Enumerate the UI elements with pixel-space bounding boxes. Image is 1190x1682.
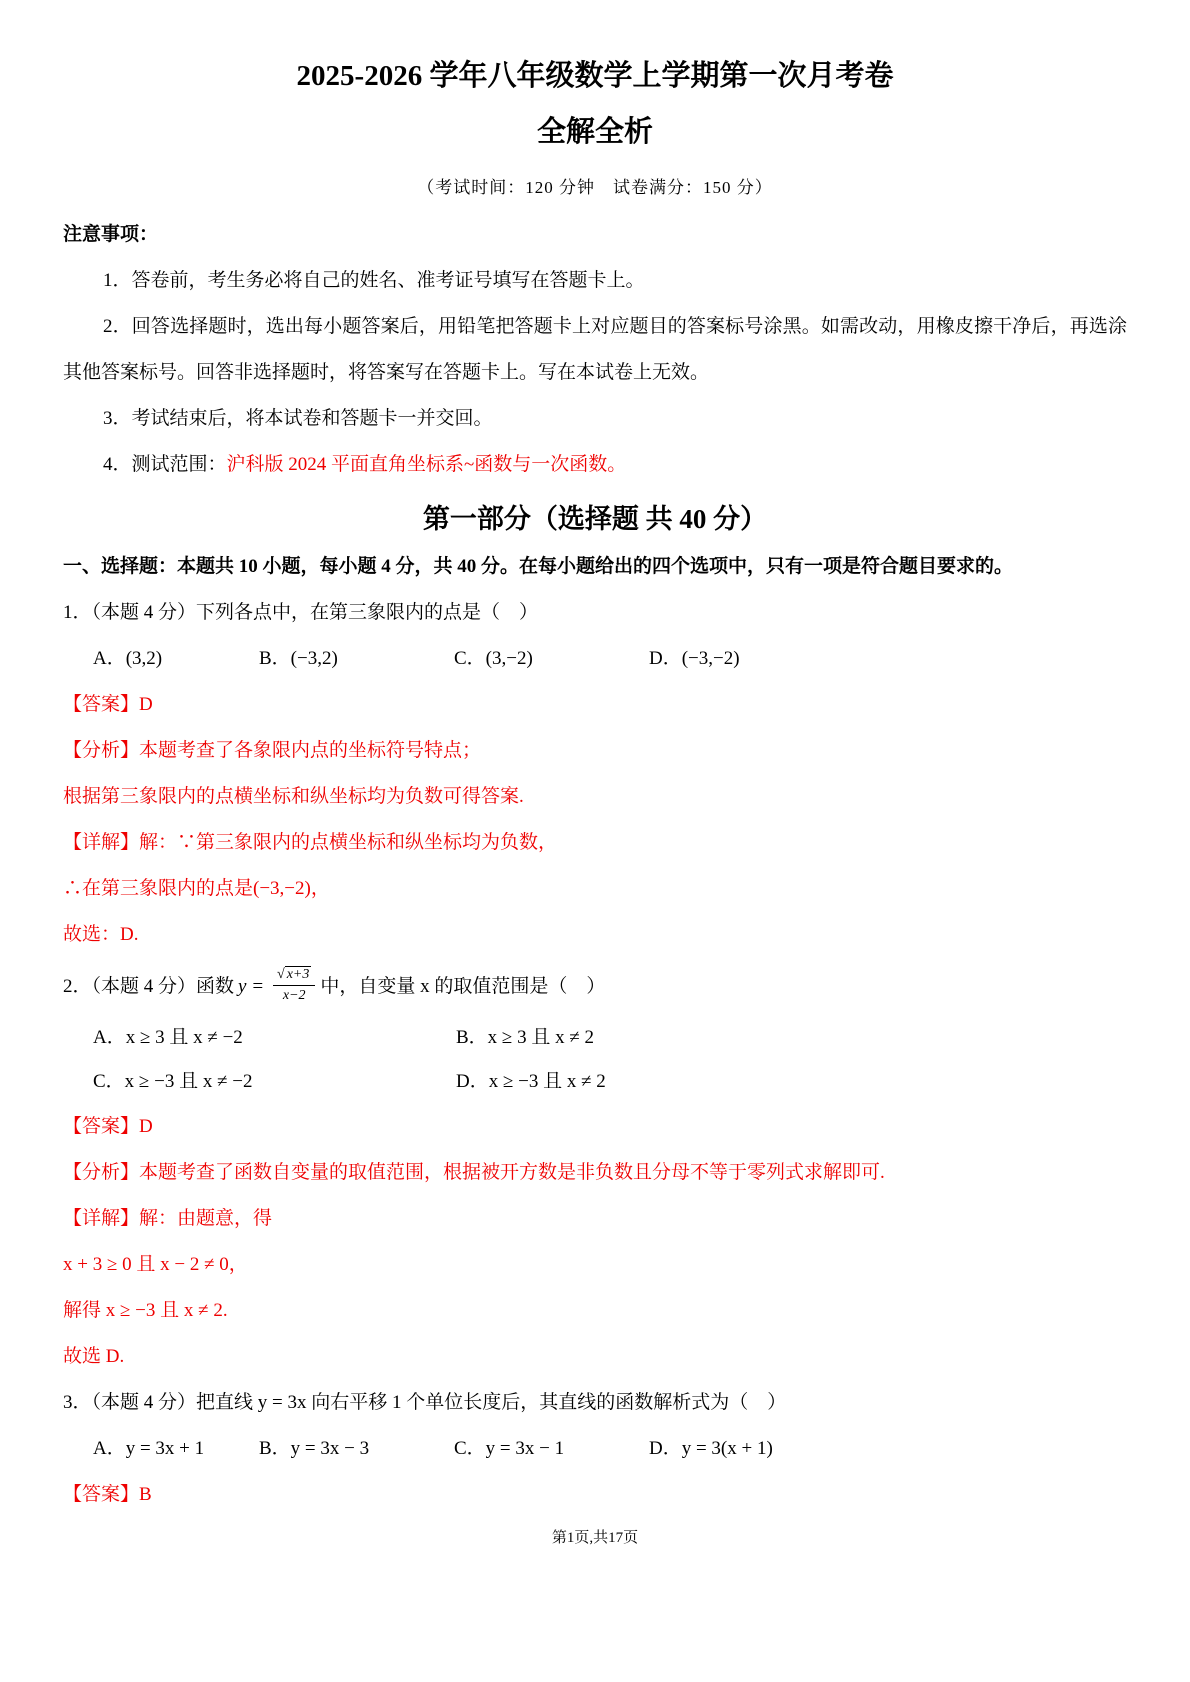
q1-analysis-line-1: 【分析】本题考查了各象限内点的坐标符号特点； bbox=[63, 739, 482, 761]
q1-stem: 1．（本题 4 分）下列各点中，在第三象限内的点是（ ） bbox=[63, 601, 539, 623]
q1-detail-line-2: ∴在第三象限内的点是(−3,−2)， bbox=[63, 877, 330, 899]
q2-fraction bbox=[273, 966, 315, 1004]
q3-options bbox=[63, 1426, 1127, 1472]
notice-item-4 bbox=[63, 442, 1127, 488]
q1-option-d: D．(−3,−2) bbox=[649, 647, 740, 669]
section1-heading: 第一部分（选择题 共 40 分） bbox=[422, 503, 768, 534]
q1-option-a: A．(3,2) bbox=[93, 647, 163, 669]
section1-intro: 一、选择题：本题共 10 小题，每小题 4 分，共 40 分。在每小题给出的四个选项中，只有一项是符合题目要求的。 bbox=[63, 555, 1014, 577]
notice-item-2: 2．回答选择题时，选出每小题答案后，用铅笔把答题卡上对应题目的答案标号涂黑。如需改动，用橡皮擦干净后，再选涂其他答案标号。回答非选择题时，将答案写在答题卡上。写在本试卷上无效。 bbox=[63, 315, 1127, 383]
exam-meta: （考试时间：120 分钟 试卷满分：150 分） bbox=[417, 177, 773, 197]
q2-option-c: C．x ≥ −3 且 x ≠ −2 bbox=[93, 1070, 253, 1092]
q3-answer-line: 【答案】B bbox=[63, 1483, 152, 1505]
q2-answer-line: 【答案】D bbox=[63, 1115, 153, 1137]
q2-denominator: x−2 bbox=[273, 985, 315, 1005]
q2-detail-line-1: 【详解】解：由题意，得 bbox=[63, 1207, 273, 1229]
page-footer: 第1页,共17页 bbox=[551, 1530, 639, 1546]
notice4-prefix: 4．测试范围： bbox=[103, 453, 227, 475]
q2-stem bbox=[63, 958, 1127, 1016]
q2-options bbox=[63, 1016, 1127, 1104]
q1-detail-line-3: 故选：D. bbox=[63, 923, 139, 945]
q2-analysis-line: 【分析】本题考查了函数自变量的取值范围，根据被开方数是非负数且分母不等于零列式求解即可. bbox=[63, 1161, 885, 1183]
q1-option-c: C．(3,−2) bbox=[454, 647, 533, 669]
exam-subtitle: 全解全析 bbox=[536, 116, 653, 149]
q2-detail-line-4: 故选 D. bbox=[63, 1345, 125, 1367]
exam-title: 2025-2026 学年八年级数学上学期第一次月考卷 bbox=[296, 60, 894, 92]
q3-option-c: C．y = 3x − 1 bbox=[454, 1437, 565, 1459]
q2-detail-line-2: x + 3 ≥ 0 且 x − 2 ≠ 0， bbox=[63, 1253, 248, 1275]
q2-function-lhs: y = bbox=[238, 975, 265, 997]
q2-radicand: x+3 bbox=[286, 967, 310, 983]
q3-option-b: B．y = 3x − 3 bbox=[259, 1437, 370, 1459]
q2-detail-line-3: 解得 x ≥ −3 且 x ≠ 2. bbox=[63, 1299, 228, 1321]
q2-option-b: B．x ≥ 3 且 x ≠ 2 bbox=[456, 1026, 595, 1048]
q2-option-a: A．x ≥ 3 且 x ≠ −2 bbox=[93, 1026, 243, 1048]
q1-analysis-line-2: 根据第三象限内的点横坐标和纵坐标均为负数可得答案. bbox=[63, 785, 524, 807]
q3-option-a: A．y = 3x + 1 bbox=[93, 1437, 205, 1459]
q3-option-d: D．y = 3(x + 1) bbox=[649, 1437, 773, 1459]
q1-detail-line-1: 【详解】解：∵第三象限内的点横坐标和纵坐标均为负数， bbox=[63, 831, 558, 853]
q1-option-b: B．(−3,2) bbox=[259, 647, 338, 669]
q3-stem: 3．（本题 4 分）把直线 y = 3x 向右平移 1 个单位长度后，其直线的函数解析式为（ ） bbox=[63, 1391, 787, 1413]
q2-option-d: D．x ≥ −3 且 x ≠ 2 bbox=[456, 1070, 606, 1092]
q1-answer-line: 【答案】D bbox=[63, 693, 153, 715]
q2-stem-prefix: 2．（本题 4 分）函数 bbox=[63, 975, 235, 997]
notice-item-1: 1．答卷前，考生务必将自己的姓名、准考证号填写在答题卡上。 bbox=[103, 269, 645, 291]
notice-heading: 注意事项： bbox=[63, 223, 159, 245]
notice4-test-range: 沪科版 2024 平面直角坐标系~函数与一次函数。 bbox=[226, 453, 627, 475]
q1-options bbox=[63, 636, 1127, 682]
notice-item-3: 3．考试结束后，将本试卷和答题卡一并交回。 bbox=[103, 407, 493, 429]
q2-stem-suffix: 中，自变量 x 的取值范围是（ ） bbox=[320, 975, 606, 997]
sqrt-icon: √ bbox=[277, 967, 285, 983]
